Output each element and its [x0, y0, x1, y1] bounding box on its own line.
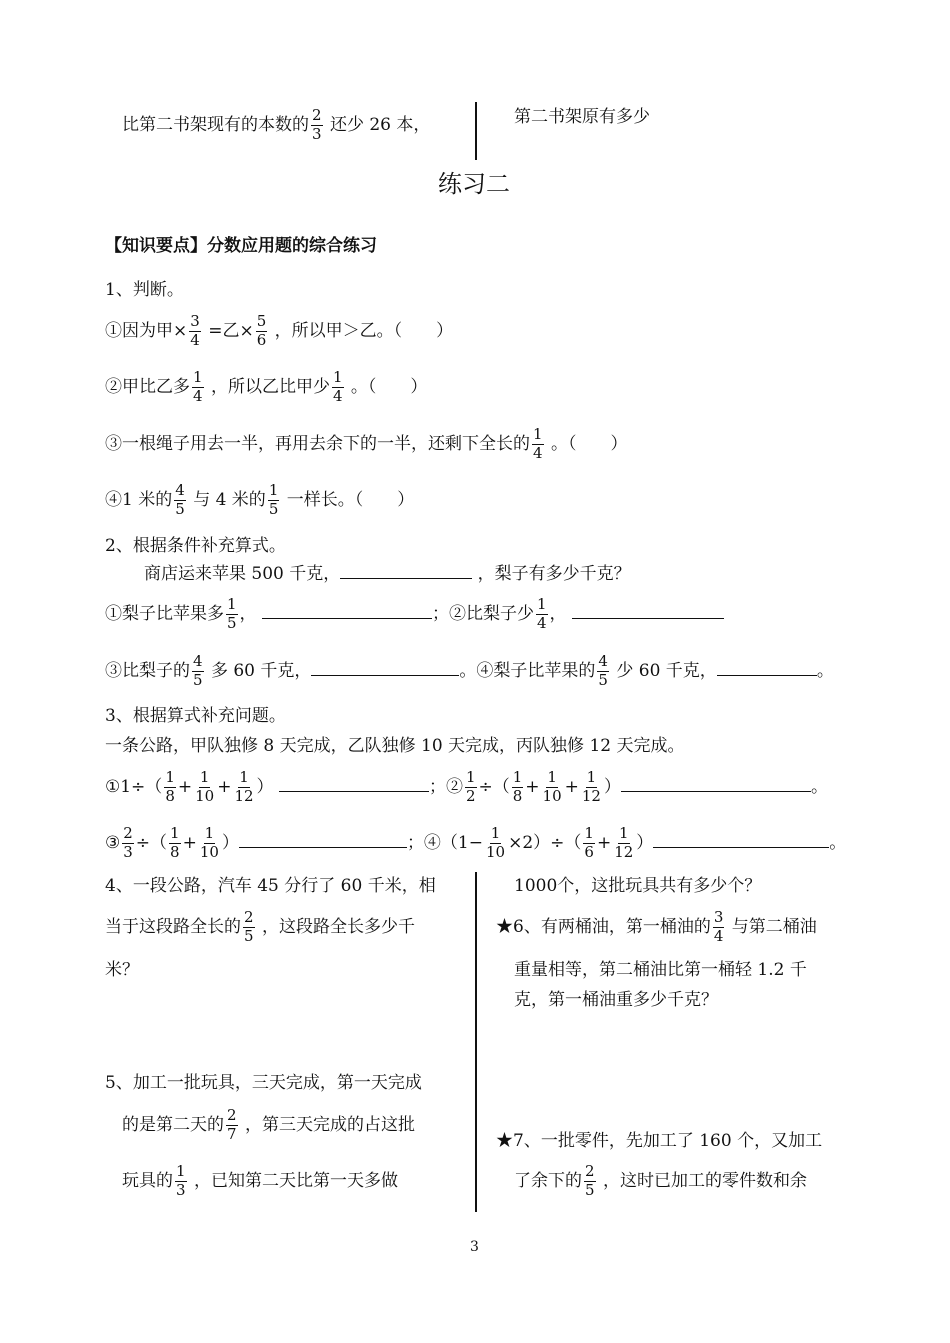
text: ①梨子比苹果多 [105, 603, 224, 624]
page-title: 练习二 [438, 170, 510, 198]
numerator: 1 [227, 595, 237, 613]
answer-blank[interactable] [311, 674, 459, 676]
fraction [233, 770, 254, 805]
q4-line-1: 4、一段公路，汽车 45 分行了 60 千米，相 [105, 876, 436, 896]
fraction [581, 770, 602, 805]
fraction [332, 370, 344, 405]
q2-condition [144, 566, 631, 583]
fraction [174, 483, 186, 518]
q1-item-2 [105, 370, 427, 405]
denominator: 4 [190, 330, 200, 349]
numerator: 2 [244, 908, 254, 926]
fraction [536, 597, 548, 632]
numerator: 1 [533, 425, 543, 443]
text: ；②比梨子少 [431, 603, 534, 624]
denominator: 8 [170, 842, 180, 861]
text: ，第三天完成的占这批 [244, 1114, 415, 1135]
text: 当于这段路全长的 [105, 916, 241, 937]
denominator: 5 [268, 499, 279, 518]
q6-line-3: 克，第一桶油重多少千克？ [514, 990, 718, 1010]
q1-heading: 1、判断。 [105, 280, 184, 300]
numerator: 1 [490, 824, 501, 842]
text: ；④（1− [406, 832, 483, 853]
q5-line-1: 5、加工一批玩具，三天完成，第一天完成 [105, 1073, 422, 1093]
answer-blank[interactable] [262, 617, 432, 619]
denominator: 8 [512, 786, 523, 805]
q5-line-3 [122, 1164, 398, 1199]
numerator: 1 [618, 824, 629, 842]
q1-item-3 [105, 427, 627, 462]
denominator: 6 [256, 330, 267, 349]
text: + [217, 776, 232, 797]
numerator: 1 [170, 824, 180, 842]
fraction [584, 1164, 596, 1199]
fraction [192, 654, 204, 689]
q3-description: 一条公路，甲队独修 8 天完成，乙队独修 10 天完成，丙队独修 12 天完成。 [105, 736, 685, 756]
text: 玩具的 [122, 1170, 173, 1191]
numerator: 3 [190, 312, 200, 330]
q6-line-1 [496, 910, 817, 945]
text: ，已知第二天比第一天多做 [193, 1170, 398, 1191]
q2-row-2 [105, 654, 834, 689]
denominator: 5 [244, 926, 254, 945]
text: 商店运来苹果 500 千克， [144, 564, 341, 584]
q3-row-2 [105, 826, 846, 861]
numerator: 1 [268, 481, 279, 499]
denominator: 4 [533, 443, 543, 462]
fraction [542, 770, 563, 805]
denominator: 3 [123, 842, 133, 861]
fraction [713, 910, 725, 945]
fraction [122, 826, 134, 861]
text: ③ [105, 832, 121, 853]
text: ，梨子有多少千克？ [477, 564, 631, 584]
numerator: 4 [598, 652, 608, 670]
answer-blank[interactable] [239, 846, 407, 848]
text: ；② [428, 776, 463, 797]
text: ①因为甲× [105, 320, 188, 341]
text: =乙× [208, 320, 254, 341]
denominator: 8 [165, 786, 175, 805]
fraction [175, 1164, 187, 1199]
denominator: 10 [542, 786, 562, 805]
fraction [583, 826, 595, 861]
fraction [164, 770, 176, 805]
text: 少 60 千克， [616, 660, 717, 681]
q1-item-4 [105, 483, 414, 518]
denominator: 12 [581, 786, 601, 805]
text: 还少 26 本， [329, 114, 431, 135]
numerator: 1 [512, 768, 523, 786]
denominator: 12 [614, 842, 634, 861]
numerator: 1 [193, 368, 203, 386]
fraction [597, 654, 609, 689]
numerator: 1 [199, 768, 210, 786]
text: ，所以甲＞乙。（ ） [274, 320, 454, 341]
numerator: 5 [256, 312, 267, 330]
numerator: 4 [175, 481, 185, 499]
text: ★6、有两桶油，第一桶油的 [496, 916, 711, 937]
denominator: 7 [227, 1124, 237, 1143]
numerator: 1 [176, 1162, 186, 1180]
answer-blank[interactable] [572, 617, 724, 619]
text: + [564, 776, 579, 797]
answer-blank[interactable] [653, 846, 829, 848]
numerator: 2 [227, 1106, 237, 1124]
text: + [177, 776, 193, 797]
denominator: 4 [193, 386, 203, 405]
text: ） [256, 776, 274, 797]
q4-line-2 [105, 910, 415, 945]
numerator: 3 [713, 908, 724, 926]
fraction [226, 1108, 238, 1143]
q3-row-1 [105, 770, 828, 805]
text: ÷（ [135, 832, 168, 853]
key-points-heading: 【知识要点】分数应用题的综合练习 [105, 236, 377, 256]
numerator: 1 [204, 824, 215, 842]
top-right-text: 第二书架原有多少 [514, 107, 650, 127]
q1-item-1 [105, 314, 453, 349]
answer-blank[interactable] [717, 674, 817, 676]
answer-blank[interactable] [279, 790, 429, 792]
text: 。 [816, 660, 834, 681]
text: ①1÷（ [105, 776, 163, 797]
fraction [199, 826, 220, 861]
page-number: 3 [470, 1239, 479, 1255]
denominator: 4 [332, 386, 343, 405]
column-divider [475, 872, 477, 1212]
denominator: 10 [486, 842, 506, 861]
q6-line-2: 重量相等，第二桶油比第一桶轻 1.2 千 [514, 960, 807, 980]
denominator: 3 [312, 124, 322, 143]
column-divider-top [475, 102, 477, 160]
fraction [189, 314, 201, 349]
numerator: 1 [239, 768, 249, 786]
text: 多 60 千克， [210, 660, 312, 681]
q5-continuation: 1000个，这批玩具共有多少个？ [514, 876, 762, 896]
text: 比第二书架现有的本数的 [122, 114, 309, 135]
denominator: 4 [713, 926, 724, 945]
text: ） [603, 776, 621, 797]
top-left-text [122, 108, 430, 143]
numerator: 2 [123, 824, 133, 842]
text: + [525, 776, 540, 797]
q2-row-1 [105, 597, 724, 632]
text: 。④梨子比苹果的 [459, 660, 596, 681]
fraction [613, 826, 634, 861]
text: + [182, 832, 197, 853]
fraction [169, 826, 181, 861]
denominator: 3 [176, 1180, 186, 1199]
fraction [465, 770, 477, 805]
denominator: 5 [227, 613, 237, 632]
text: ×2）÷（ [508, 832, 582, 853]
q3-heading: 3、根据算式补充问题。 [105, 706, 286, 726]
fraction [311, 108, 323, 143]
q7-line-2 [514, 1164, 807, 1199]
text: ③一根绳子用去一半，再用去余下的一半，还剩下全长的 [105, 433, 530, 454]
text: ②甲比乙多 [105, 376, 190, 397]
numerator: 4 [193, 652, 203, 670]
denominator: 10 [195, 786, 215, 805]
fraction [243, 910, 255, 945]
numerator: 1 [332, 368, 343, 386]
q7-line-1: ★7、一批零件，先加工了 160 个，又加工 [496, 1131, 823, 1151]
text: 与第二桶油 [731, 916, 817, 937]
text: ， [239, 603, 257, 624]
fraction [192, 370, 204, 405]
text: ，这时已加工的零件数和余 [602, 1170, 807, 1191]
numerator: 1 [586, 768, 597, 786]
text: ） [636, 832, 654, 853]
text: ） [221, 832, 239, 853]
fraction [532, 427, 544, 462]
numerator: 1 [547, 768, 557, 786]
numerator: 1 [536, 595, 547, 613]
q2-heading: 2、根据条件补充算式。 [105, 536, 286, 556]
denominator: 6 [584, 842, 594, 861]
numerator: 2 [585, 1162, 595, 1180]
denominator: 5 [175, 499, 185, 518]
fraction [194, 770, 215, 805]
text: 一样长。（ ） [286, 489, 415, 510]
text: 了余下的 [514, 1170, 582, 1191]
numerator: 1 [584, 824, 594, 842]
text: 与 4 米的 [193, 489, 266, 510]
denominator: 5 [598, 670, 608, 689]
text: ， [549, 603, 567, 624]
denominator: 12 [234, 786, 254, 805]
text: 。（ ） [550, 433, 628, 454]
text: ④1 米的 [105, 489, 173, 510]
text: 。 [810, 776, 828, 797]
text: ，所以乙比甲少 [210, 376, 330, 397]
numerator: 1 [465, 768, 476, 786]
text: ③比梨子的 [105, 660, 190, 681]
answer-blank[interactable] [621, 790, 811, 792]
denominator: 2 [465, 786, 476, 805]
fraction [256, 314, 268, 349]
text: 的是第二天的 [122, 1114, 224, 1135]
numerator: 2 [312, 106, 322, 124]
text: ÷（ [478, 776, 510, 797]
text: 。 [829, 832, 847, 853]
text: ，这段路全长多少千 [261, 916, 415, 937]
q4-line-3: 米？ [105, 960, 139, 980]
text: 。（ ） [350, 376, 428, 397]
denominator: 4 [536, 613, 547, 632]
denominator: 5 [585, 1180, 595, 1199]
answer-blank[interactable] [340, 577, 472, 579]
fraction [268, 483, 280, 518]
fraction [485, 826, 506, 861]
fraction [226, 597, 238, 632]
fraction [512, 770, 524, 805]
text: + [596, 832, 612, 853]
q5-line-2 [122, 1108, 415, 1143]
denominator: 5 [193, 670, 203, 689]
numerator: 1 [165, 768, 175, 786]
denominator: 10 [199, 842, 219, 861]
